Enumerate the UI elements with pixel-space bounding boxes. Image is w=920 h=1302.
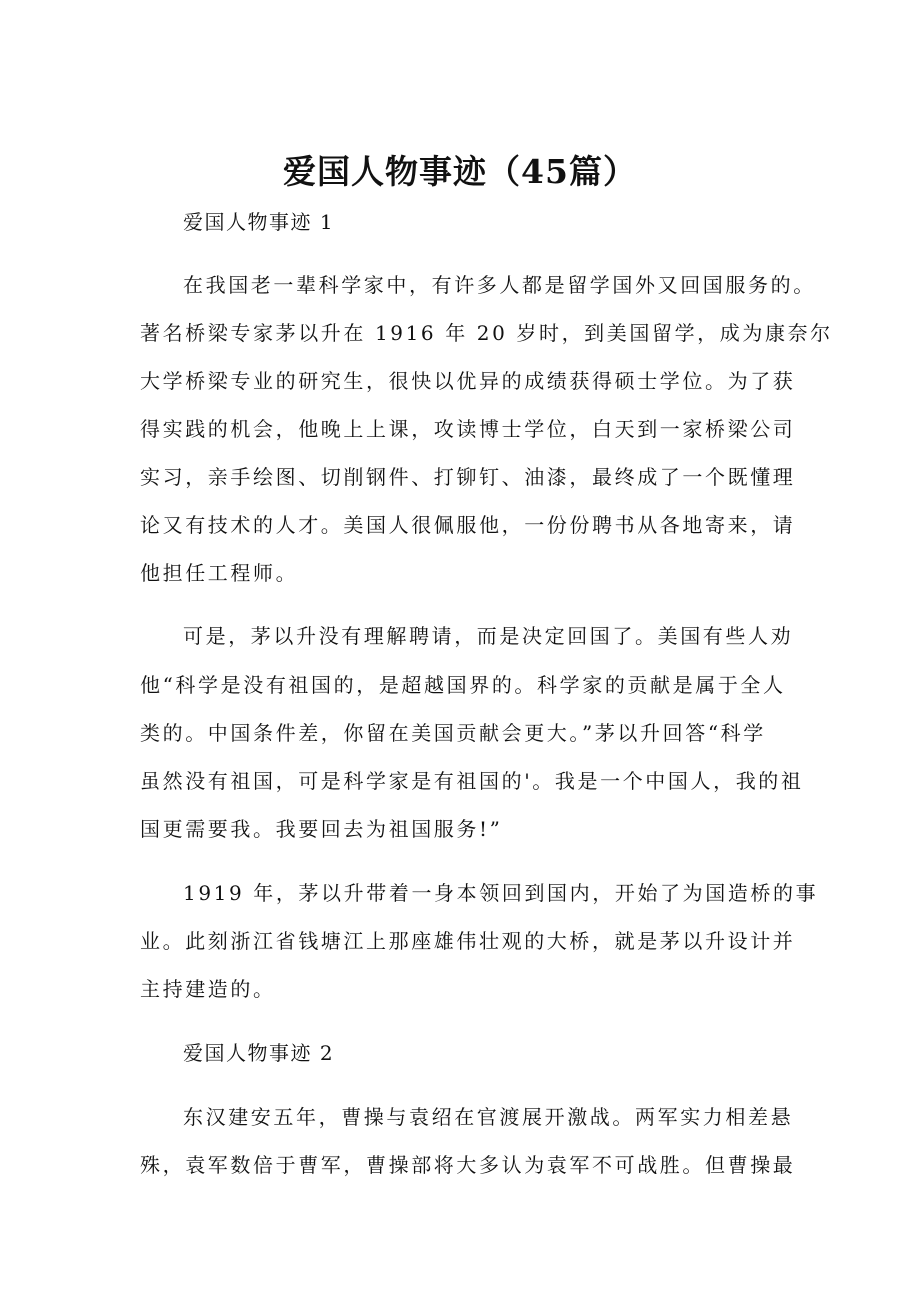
- paragraph-line: 业。此刻浙江省钱塘江上那座雄伟壮观的大桥，就是茅以升设计并: [140, 929, 796, 953]
- paragraph-line: 论又有技术的人才。美国人很佩服他，一份份聘书从各地寄来，请: [140, 513, 796, 537]
- paragraph-line: 类的。中国条件差，你留在美国贡献会更大。”茅以升回答“科学: [140, 721, 766, 745]
- paragraph-line: 可是，茅以升没有理解聘请，而是决定回国了。美国有些人劝: [183, 624, 794, 648]
- paragraph-line: 在我国老一辈科学家中，有许多人都是留学国外又回国服务的。: [183, 273, 816, 297]
- section-heading: 爱国人物事迹 1: [183, 210, 335, 234]
- section-heading: 爱国人物事迹 2: [183, 1041, 335, 1065]
- paragraph-line: 实习，亲手绘图、切削钢件、打铆钉、油漆，最终成了一个既懂理: [140, 465, 796, 489]
- paragraph-line: 1919 年，茅以升带着一身本领回到国内，开始了为国造桥的事: [183, 881, 819, 905]
- paragraph-line: 著名桥梁专家茅以升在 1916 年 20 岁时，到美国留学，成为康奈尔: [140, 321, 833, 345]
- paragraph-line: 大学桥梁专业的研究生，很快以优异的成绩获得硕士学位。为了获: [140, 369, 796, 393]
- paragraph-line: 主持建造的。: [140, 977, 276, 1001]
- paragraph-line: 他“科学是没有祖国的，是超越国界的。科学家的贡献是属于全人: [140, 673, 786, 697]
- paragraph-line: 殊，袁军数倍于曹军，曹操部将大多认为袁军不可战胜。但曹操最: [140, 1153, 796, 1177]
- paragraph-line: 东汉建安五年，曹操与袁绍在官渡展开激战。两军实力相差悬: [183, 1105, 794, 1129]
- document-title: 爱国人物事迹（45篇）: [283, 152, 637, 191]
- paragraph-line: 他担任工程师。: [140, 561, 299, 585]
- paragraph-line: 国更需要我。我要回去为祖国服务!”: [140, 817, 503, 841]
- paragraph-line: 虽然没有祖国，可是科学家是有祖国的'。我是一个中国人，我的祖: [140, 769, 804, 793]
- paragraph-line: 得实践的机会，他晚上上课，攻读博士学位，白天到一家桥梁公司: [140, 417, 796, 441]
